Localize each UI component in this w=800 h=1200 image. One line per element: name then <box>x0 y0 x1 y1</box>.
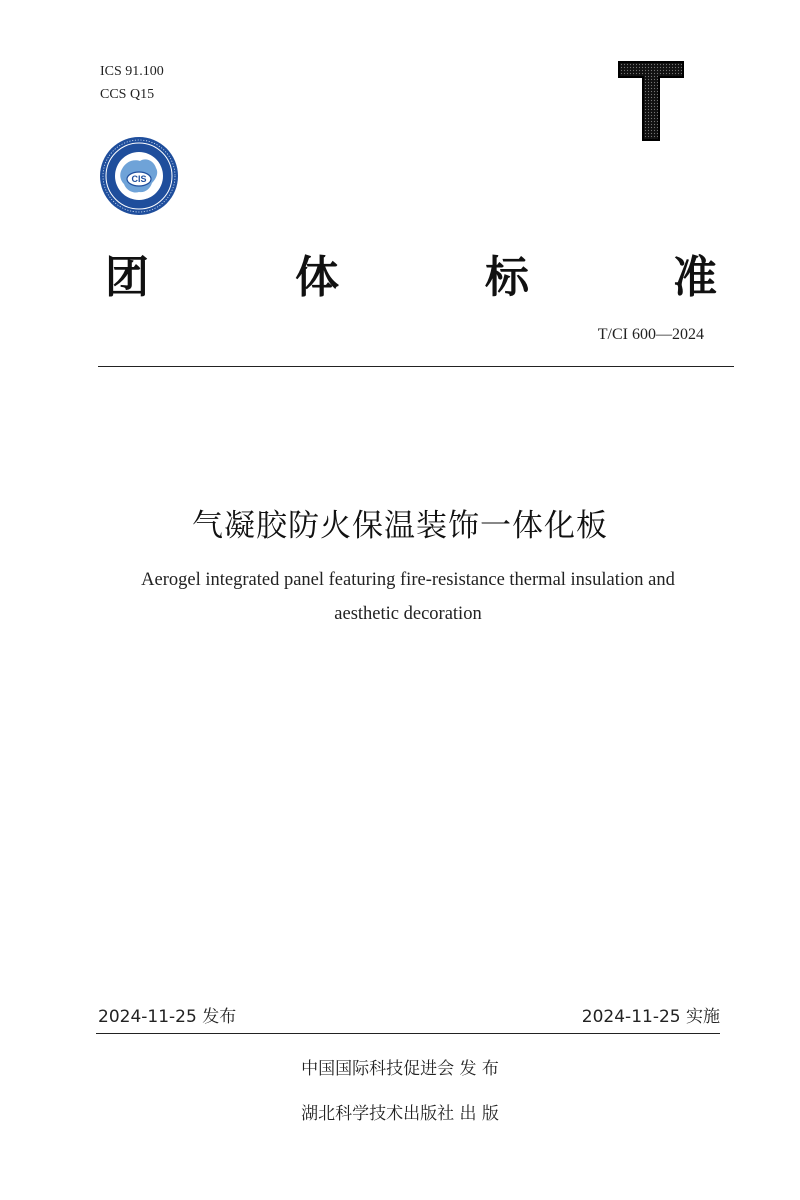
ics-code: ICS 91.100 <box>100 64 164 79</box>
classification-codes <box>100 60 164 106</box>
standard-type-heading <box>105 248 725 308</box>
title-chinese: 气凝胶防火保温装饰一体化板 <box>192 508 608 544</box>
bottom-divider <box>96 1033 720 1034</box>
standard-type-char: 准 <box>673 252 717 303</box>
standard-type-t-icon <box>617 60 685 142</box>
logo-text: CIS <box>131 174 147 184</box>
standard-number: T/CI 600—2024 <box>597 326 704 343</box>
publisher-line: 湖北科学技术出版社 出 版 <box>301 1104 499 1124</box>
standard-type-char: 体 <box>295 252 339 303</box>
title-english <box>130 563 686 631</box>
standard-type-char: 标 <box>485 252 529 303</box>
title-english-line: Aerogel integrated panel featuring fire-resistance thermal insulation and <box>141 570 675 590</box>
implementation-date: 2024-11-25 实施 <box>581 1007 720 1027</box>
ccs-code: CCS Q15 <box>100 87 155 102</box>
standard-type-char: 团 <box>105 252 149 303</box>
issuer-line: 中国国际科技促进会 发 布 <box>301 1059 499 1079</box>
cis-organization-logo <box>98 135 180 217</box>
top-divider <box>98 366 734 367</box>
title-english-line: aesthetic decoration <box>334 604 482 624</box>
release-date: 2024-11-25 发布 <box>98 1007 237 1027</box>
